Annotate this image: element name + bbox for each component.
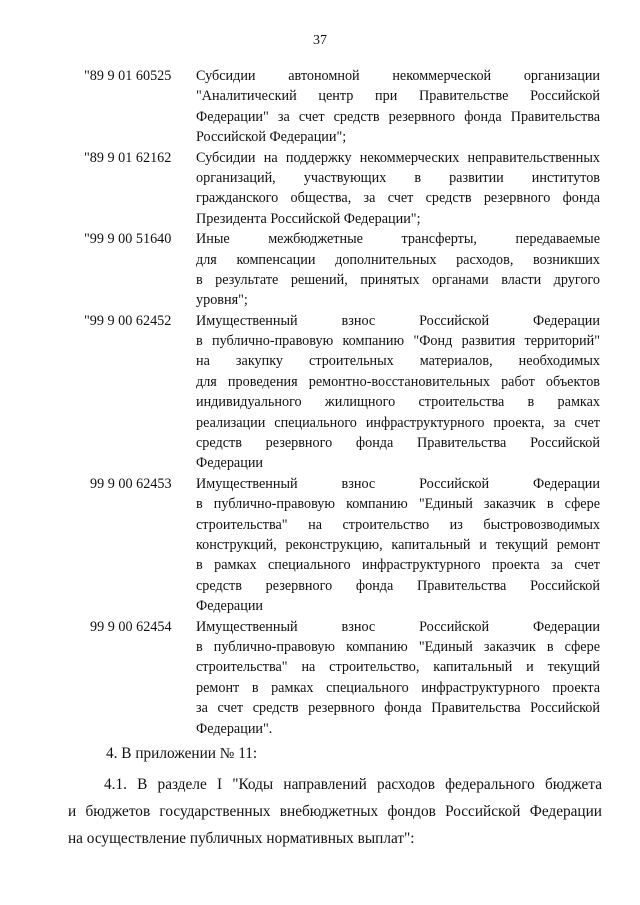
budget-code: 99 9 00 62453 [90,475,172,492]
description-line: на закупку строительных материалов, необходимых [196,353,600,370]
paragraph-line: и бюджетов государственных внебюджетных фондов Российской Федерации [68,803,602,820]
budget-code: "89 9 01 60525 [84,68,172,84]
budget-code-entry [0,617,640,739]
budget-code-description [196,617,600,739]
budget-code: 99 9 00 62454 [90,618,172,635]
budget-code-description [196,148,600,230]
budget-code: "89 9 01 62162 [84,149,172,166]
budget-code-description [196,311,600,474]
description-line: гражданского общества, за счет средств резервного фонда [196,190,600,207]
budget-code-entry [0,311,640,474]
description-line: Российской Федерации"; [196,129,347,146]
description-line: строительства" на строительство, капитальный и текущий [196,659,600,676]
paragraph-heading: 4. В приложении № 11: [106,745,258,762]
budget-code-entry [0,66,640,148]
budget-code: "99 9 00 51640 [84,231,172,248]
page-number: 37 [313,33,327,48]
description-line: Иные межбюджетные трансферты, передаваемые [196,231,600,248]
description-line: ремонт в рамках специального инфраструктурного проекта [196,679,600,696]
description-line: Имущественный взнос Российской Федерации [196,618,600,635]
budget-code-entry [0,474,640,617]
description-line: "Аналитический центр при Правительстве Российской [196,88,600,105]
description-line: Федерации [196,455,264,472]
paragraph-body [0,771,640,852]
description-line: средств резервного фонда Правительства Российской [196,577,600,594]
description-line: для компенсации дополнительных расходов, возникших [196,251,600,268]
budget-code-list [0,66,640,739]
description-line: за счет средств резервного фонда Правительства Российской [196,700,600,717]
budget-code-description [196,229,600,311]
budget-code-entry [0,229,640,311]
description-line: в рамках специального инфраструктурного проекта за счет [196,557,600,574]
description-line: конструкций, реконструкцию, капитальный и текущий ремонт [196,536,600,553]
description-line: в публично-правовую компанию "Единый заказчик в сфере [196,496,600,513]
description-line: уровня"; [196,292,248,309]
description-line: Имущественный взнос Российской Федерации [196,312,600,329]
description-line: реализации специального инфраструктурного проекта, за счет [196,414,600,431]
description-line: Федерации" за счет средств резервного фонда Правительства [196,108,600,125]
description-line: Субсидии на поддержку некоммерческих неправительственных [196,149,600,166]
description-line: средств резервного фонда Правительства Российской [196,435,600,452]
budget-code: "99 9 00 62452 [84,312,172,329]
description-line: для проведения ремонтно-восстановительных работ объектов [196,373,600,390]
paragraph-line: на осуществление публичных нормативных выплат": [68,830,415,847]
description-line: Президента Российской Федерации"; [196,210,421,227]
description-line: Субсидии автономной некоммерческой организации [196,68,600,84]
budget-code-entry [0,148,640,230]
description-line: в результате решений, принятых органами власти другого [196,271,600,288]
description-line: организаций, участвующих в развитии институтов [196,169,600,186]
description-line: индивидуального жилищного строительства в рамках [196,394,600,411]
description-line: строительства" на строительство из быстровозводимых [196,516,600,533]
description-line: Федерации [196,598,264,615]
description-line: Имущественный взнос Российской Федерации [196,475,600,492]
description-line: Федерации". [196,720,273,737]
paragraph-line: 4.1. В разделе I "Коды направлений расходов федерального бюджета [104,776,602,793]
description-line: в публично-правовую компанию "Фонд развития территорий" [196,333,600,350]
budget-code-description [196,474,600,617]
budget-code-description [196,66,600,148]
description-line: в публично-правовую компанию "Единый заказчик в сфере [196,638,600,655]
